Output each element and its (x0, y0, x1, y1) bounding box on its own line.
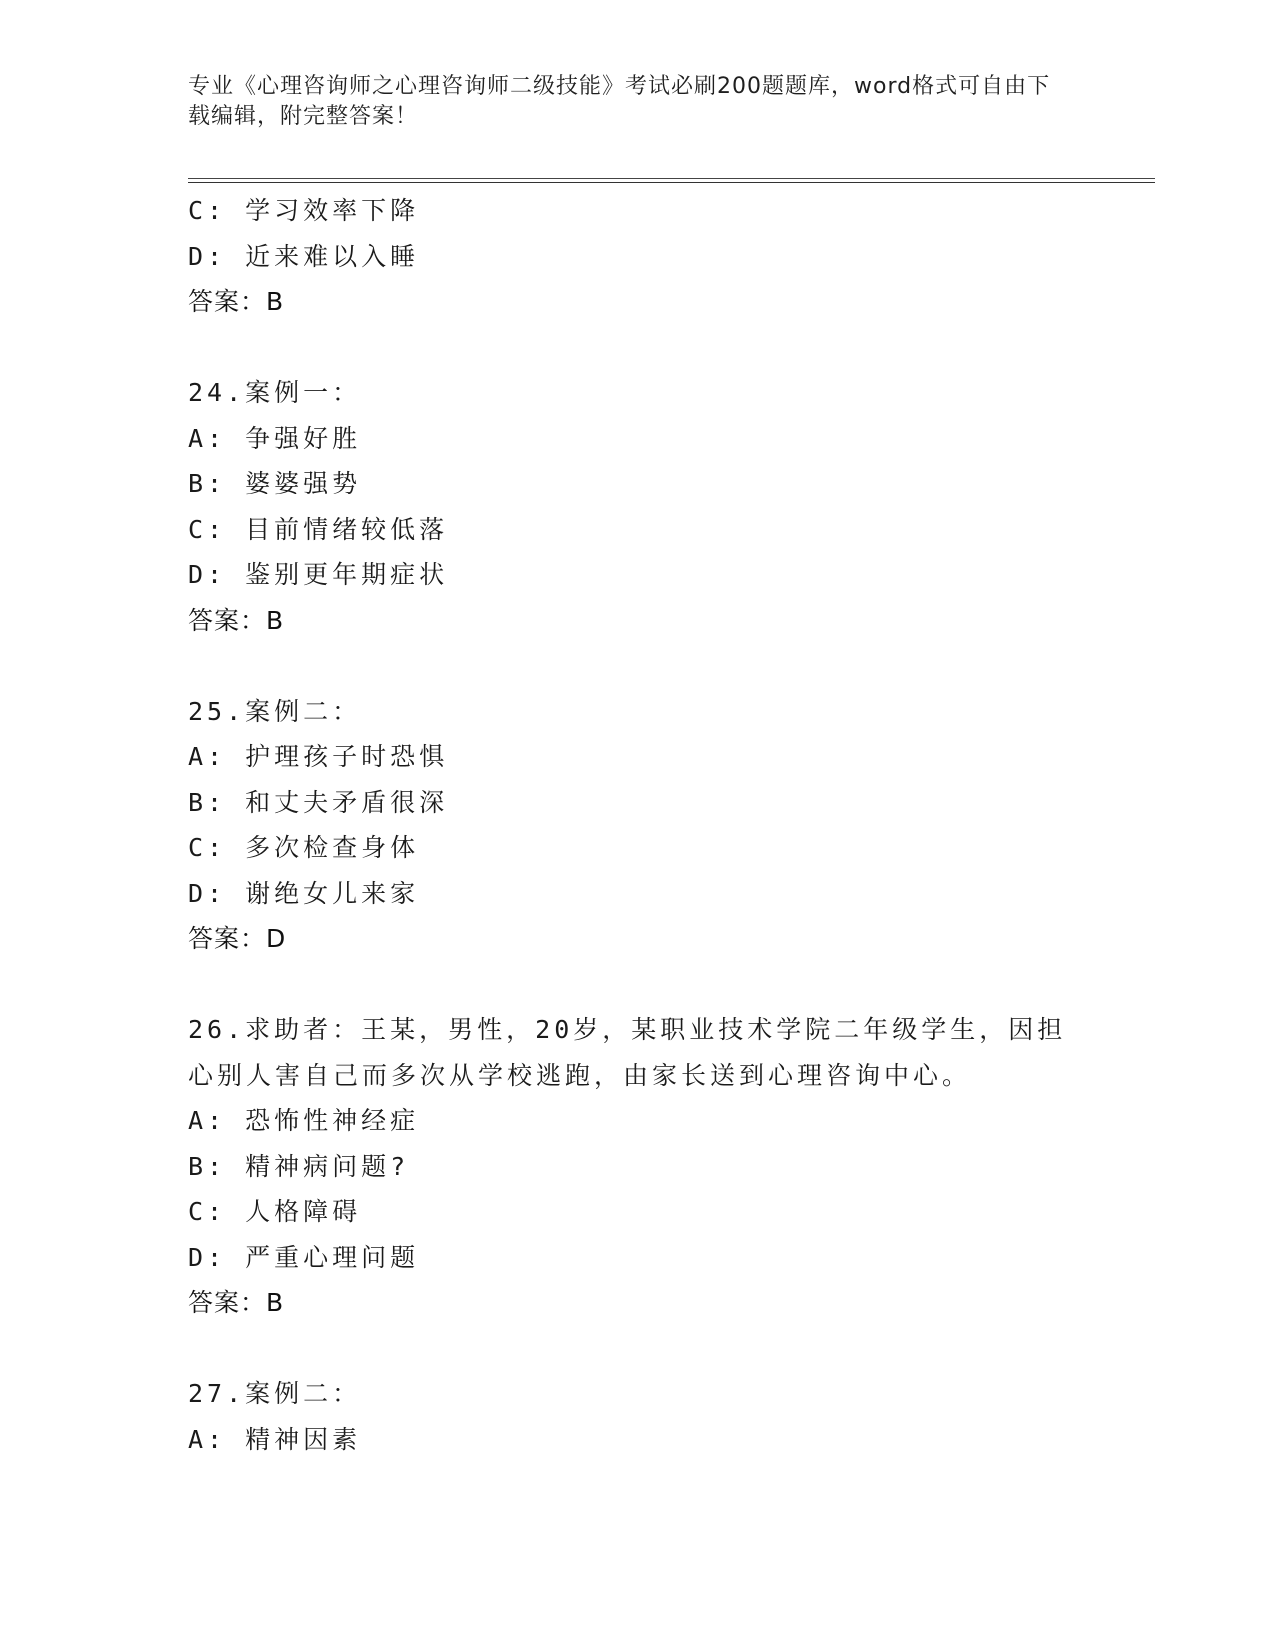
question-list (188, 188, 1088, 1462)
option-b: B: 精神病问题? (188, 1151, 410, 1181)
spacer (188, 962, 1088, 1008)
option-c: C: 学习效率下降 (188, 196, 420, 225)
option-a: A: 争强好胜 (188, 423, 362, 453)
question-stem: 27.案例二： (188, 1379, 362, 1408)
spacer (188, 1326, 1088, 1372)
question-25 (188, 689, 1088, 962)
option-b: B: 和丈夫矛盾很深 (188, 787, 449, 817)
header-divider (188, 178, 1155, 183)
question-stem: 25.案例二： (188, 696, 362, 726)
answer-line: 答案：B (188, 1288, 285, 1317)
option-d: D: 谢绝女儿来家 (188, 878, 420, 908)
question-stem: 26.求助者：王某，男性，20岁，某职业技术学院二年级学生，因担心别人害自己而多次从学校逃跑，由家长送到心理咨询中心。 (188, 1015, 1067, 1090)
question-24 (188, 370, 1088, 643)
question-stem: 24.案例一： (188, 378, 362, 407)
option-b: B: 婆婆强势 (188, 469, 362, 498)
answer-line: 答案：D (188, 924, 287, 953)
spacer (188, 643, 1088, 689)
document-header: 专业《心理咨询师之心理咨询师二级技能》考试必刷200题题库，word格式可自由下载编辑，附完整答案！ (188, 74, 1051, 129)
answer-line: 答案：B (188, 605, 285, 635)
option-d: D: 鉴别更年期症状 (188, 560, 449, 589)
question-26 (188, 1007, 1088, 1326)
question-continued (188, 188, 1088, 325)
spacer (188, 325, 1088, 371)
option-a: A: 精神因素 (188, 1424, 362, 1454)
option-a: A: 护理孩子时恐惧 (188, 742, 449, 771)
option-c: C: 人格障碍 (188, 1197, 362, 1226)
option-a: A: 恐怖性神经症 (188, 1106, 420, 1135)
answer-line: 答案：B (188, 287, 285, 316)
option-d: D: 近来难以入睡 (188, 241, 420, 271)
question-27 (188, 1371, 1088, 1462)
option-d: D: 严重心理问题 (188, 1242, 420, 1272)
option-c: C: 目前情绪较低落 (188, 514, 449, 544)
option-c: C: 多次检查身体 (188, 833, 420, 862)
